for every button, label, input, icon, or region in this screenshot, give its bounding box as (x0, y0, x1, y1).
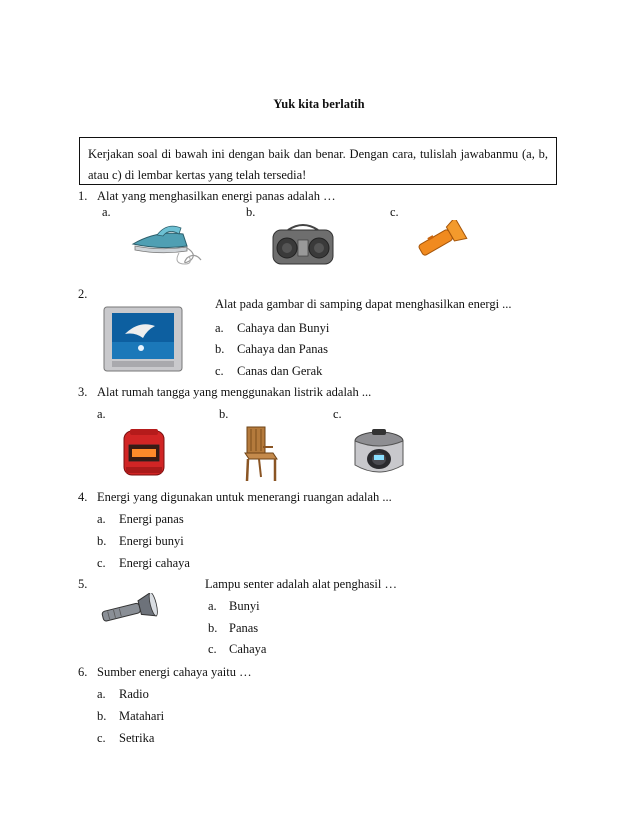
flashlight-icon (412, 220, 468, 260)
question-1-text: Alat yang menghasilkan energi panas adalah … (97, 189, 336, 203)
question-1-option-b-label: b. (246, 205, 256, 219)
question-2-option-b-letter: b. (215, 342, 225, 356)
instructions-box (79, 137, 557, 185)
question-4-number: 4. (78, 490, 88, 504)
question-5-option-a-letter: a. (208, 599, 217, 613)
question-6-option-c-text: Setrika (119, 731, 155, 745)
question-5-option-a-text: Bunyi (229, 599, 260, 613)
radio-icon (270, 220, 336, 268)
heater-icon (120, 427, 168, 479)
question-4-option-c-text: Energi cahaya (119, 556, 190, 570)
question-2-option-a-letter: a. (215, 321, 224, 335)
chair-icon (239, 425, 281, 483)
question-6-option-b-text: Matahari (119, 709, 165, 723)
question-6-option-a-text: Radio (119, 687, 149, 701)
flashlight-icon (98, 593, 162, 627)
instructions-line-2: atau c) di lembar kertas yang telah tersedia! (88, 168, 307, 182)
question-1-number: 1. (78, 189, 88, 203)
question-5-option-b-letter: b. (208, 621, 218, 635)
page-title: Yuk kita berlatih (273, 97, 365, 111)
question-5-option-b-text: Panas (229, 621, 259, 635)
question-4-option-b-text: Energi bunyi (119, 534, 184, 548)
question-2-option-a-text: Cahaya dan Bunyi (237, 321, 330, 335)
television-icon (103, 306, 183, 372)
question-3-number: 3. (78, 385, 88, 399)
question-3-option-c-label: c. (333, 407, 342, 421)
question-3-option-b-label: b. (219, 407, 229, 421)
question-5-text: Lampu senter adalah alat penghasil … (205, 577, 397, 591)
question-5-option-c-text: Cahaya (229, 642, 267, 656)
question-4-option-c-letter: c. (97, 556, 106, 570)
question-2-option-c-letter: c. (215, 364, 224, 378)
question-3-option-a-label: a. (97, 407, 106, 421)
question-4-option-a-text: Energi panas (119, 512, 184, 526)
question-4-option-b-letter: b. (97, 534, 107, 548)
question-5-number: 5. (78, 577, 88, 591)
iron-icon (127, 220, 205, 268)
question-2-number: 2. (78, 287, 88, 301)
question-3-text: Alat rumah tangga yang menggunakan listrik adalah ... (97, 385, 372, 399)
question-4-text: Energi yang digunakan untuk menerangi ruangan adalah ... (97, 490, 392, 504)
instructions-line-1: Kerjakan soal di bawah ini dengan baik dan benar. Dengan cara, tulislah jawabanmu (a, b, (88, 147, 548, 161)
question-1-option-a-label: a. (102, 205, 111, 219)
question-1-option-c-label: c. (390, 205, 399, 219)
rice-cooker-icon (350, 427, 408, 479)
question-2-text: Alat pada gambar di samping dapat menghasilkan energi ... (215, 297, 512, 311)
question-6-number: 6. (78, 665, 88, 679)
question-2-option-b-text: Cahaya dan Panas (237, 342, 328, 356)
question-5-option-c-letter: c. (208, 642, 217, 656)
question-6-option-b-letter: b. (97, 709, 107, 723)
question-6-option-c-letter: c. (97, 731, 106, 745)
question-4-option-a-letter: a. (97, 512, 106, 526)
question-6-text: Sumber energi cahaya yaitu … (97, 665, 252, 679)
question-2-option-c-text: Canas dan Gerak (237, 364, 323, 378)
question-6-option-a-letter: a. (97, 687, 106, 701)
